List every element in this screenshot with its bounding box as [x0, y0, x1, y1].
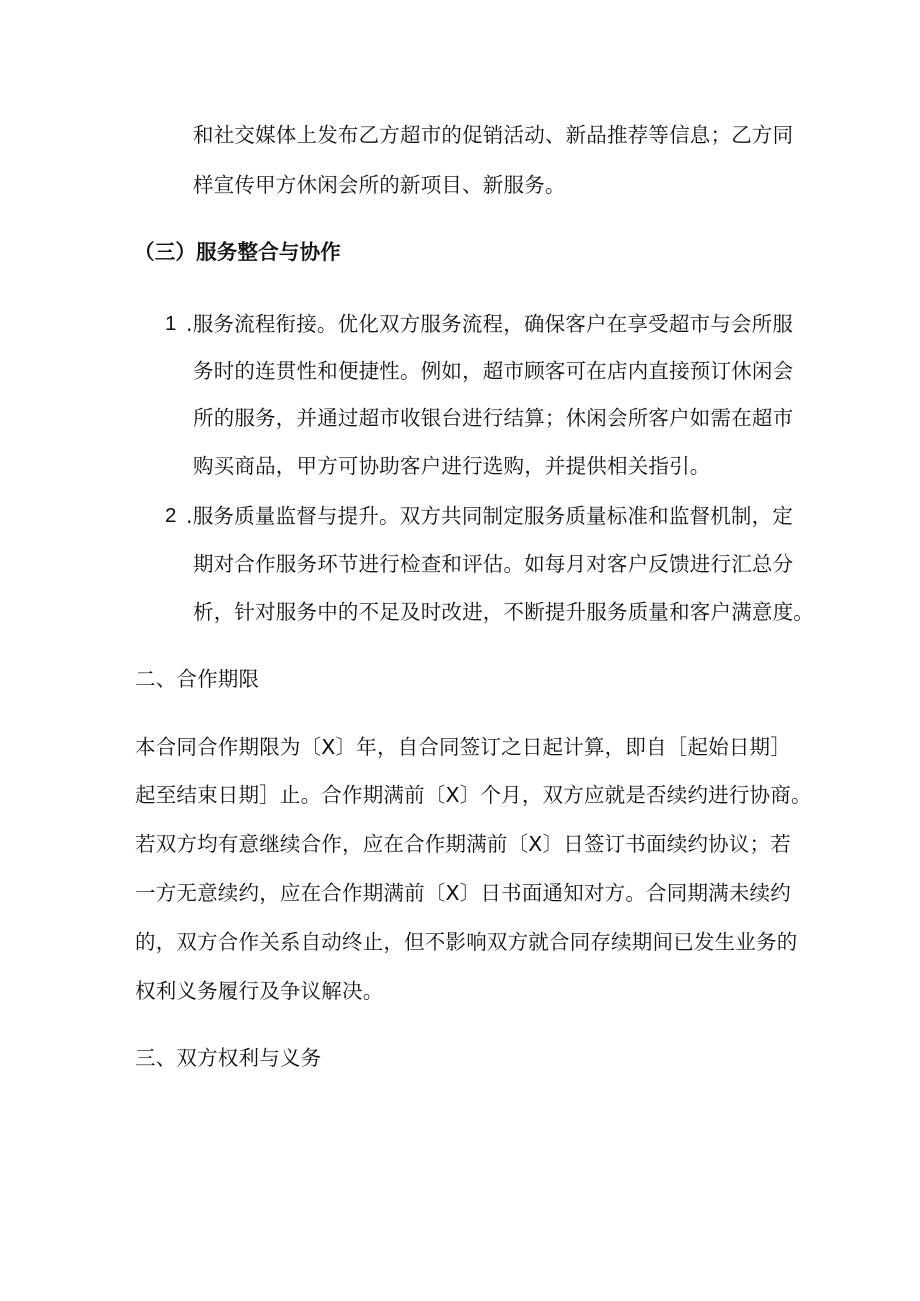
list-item-line: 期对合作服务环节进行检查和评估。如每月对客户反馈进行汇总分 — [193, 552, 794, 576]
subsection-heading: （三）服务整合与协作 — [134, 240, 341, 264]
list-item-line: 购买商品，甲方可协助客户进行选购，并提供相关指引。 — [193, 454, 711, 478]
paragraph-line: 本合同合作期限为〔X〕年，自合同签订之日起计算，即自［起始日期］ — [135, 735, 791, 759]
list-item-number: 2 — [165, 504, 177, 527]
paragraph-line: 的，双方合作关系自动终止，但不影响双方就合同存续期间已发生业务的 — [135, 930, 798, 954]
list-item-number: 1 — [165, 312, 177, 335]
paragraph-line: 权利义务履行及争议解决。 — [135, 979, 384, 1003]
list-item-line: .服务流程衔接。优化双方服务流程，确保客户在享受超市与会所服 — [186, 312, 794, 336]
section-heading: 二、合作期限 — [135, 667, 260, 691]
paragraph-line: 起至结束日期］止。合作期满前〔X〕个月，双方应就是否续约进行协商。 — [135, 783, 812, 807]
paragraph-line: 一方无意续约，应在合作期满前〔X〕日书面通知对方。合同期满未续约 — [135, 881, 791, 905]
paragraph-line: 和社交媒体上发布乙方超市的促销活动、新品推荐等信息；乙方同 — [193, 123, 794, 147]
list-item-line: 析，针对服务中的不足及时改进，不断提升服务质量和客户满意度。 — [193, 600, 814, 624]
list-item-line: 务时的连贯性和便捷性。例如，超市顾客可在店内直接预订休闲会 — [193, 359, 794, 383]
paragraph-line: 若双方均有意继续合作，应在合作期满前〔X〕日签订书面续约协议；若 — [135, 832, 791, 856]
list-item-line: .服务质量监督与提升。双方共同制定服务质量标准和监督机制，定 — [186, 504, 794, 528]
list-item-line: 所的服务，并通过超市收银台进行结算；休闲会所客户如需在超市 — [193, 406, 794, 430]
paragraph-line: 样宣传甲方休闲会所的新项目、新服务。 — [193, 173, 566, 197]
section-heading: 三、双方权利与义务 — [135, 1046, 322, 1070]
